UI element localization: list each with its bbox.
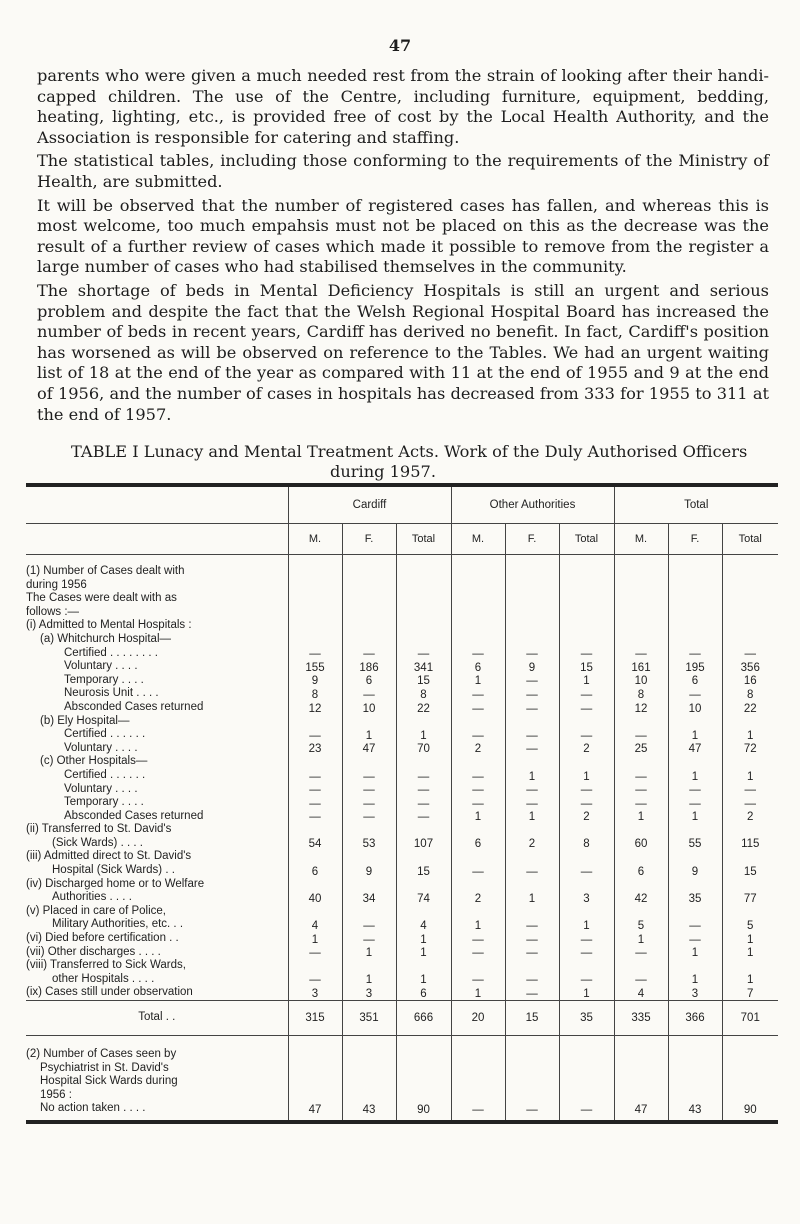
row-label-line: Psychiatrist in St. David's [40,1061,169,1074]
row-value: 40 [288,878,342,905]
paragraph-2: The statistical tables, including those conforming to the requirements of the Ministry of Health, are submitted. [37,151,769,191]
row-label-line: (ii) Transferred to St. David's [26,823,172,836]
row-value: 1 [722,932,778,946]
table-row [26,810,778,824]
row-label-line: Hospital (Sick Wards) . . [52,864,175,877]
row-label-line: Voluntary . . . . [64,741,138,754]
row-label-line: Certified . . . . . . [64,768,146,781]
row-value: 77 [722,878,778,905]
row-value: — [505,715,559,742]
row-value: 1 [505,878,559,905]
row-value: — [559,715,614,742]
row-label-line: Certified . . . . . . . . [64,646,158,659]
row-value: — [396,555,451,661]
row-label-line: (Sick Wards) . . . . [52,836,143,849]
row-value: 53 [342,823,396,850]
row-label [26,783,288,797]
row-value: 3 [342,986,396,1000]
row-label [26,810,288,824]
row-value: — [505,946,559,960]
row-value: — [505,850,559,877]
row-value: — [342,905,396,932]
row-label [26,932,288,946]
subheader-cell: Total [559,524,614,555]
row-value: — [505,796,559,810]
row-value: 1 [559,755,614,782]
row-value: — [559,687,614,701]
row-value: 1 [342,715,396,742]
row-value: 12 [288,701,342,715]
row-label-line: 1956 : [40,1088,72,1101]
row-value: — [505,687,559,701]
subheader-cell: M. [288,524,342,555]
row-value: 70 [396,742,451,756]
total-value: 701 [722,1001,778,1036]
row-value: 25 [614,742,668,756]
row-value: 74 [396,878,451,905]
row-value: — [722,555,778,661]
subheader-cell: Total [396,524,451,555]
table-row [26,660,778,674]
table-row [26,905,778,932]
table-row [26,986,778,1000]
row-value: — [288,783,342,797]
row-value: 22 [722,701,778,715]
row-value: 2 [451,742,505,756]
row-value: 22 [396,701,451,715]
row-value: 8 [396,687,451,701]
row-value: 6 [342,674,396,688]
row-label [26,1036,288,1122]
row-value: — [668,932,722,946]
row-value: 1 [668,755,722,782]
row-value: — [559,701,614,715]
row-value: — [559,959,614,986]
row-value: 10 [668,701,722,715]
row-value: 1 [722,946,778,960]
row-value: — [559,850,614,877]
total-value: 366 [668,1001,722,1036]
row-label [26,687,288,701]
total-row [26,1001,778,1036]
row-label [26,755,288,782]
row-value: 1 [288,932,342,946]
total-value: 15 [505,1001,559,1036]
row-value: — [668,687,722,701]
subheader-cell: F. [668,524,722,555]
row-label [26,823,288,850]
row-value: 1 [722,715,778,742]
row-value: 15 [396,674,451,688]
row-value: 3 [668,986,722,1000]
row-value: — [451,850,505,877]
row-label-line: Voluntary . . . . [64,782,138,795]
row-value: 9 [288,674,342,688]
row-value: 3 [559,878,614,905]
row-value: 16 [722,674,778,688]
row-value: — [288,959,342,986]
row-value: 60 [614,823,668,850]
row-value: — [722,783,778,797]
row-value: 1 [722,755,778,782]
row-value: — [396,755,451,782]
row-value: — [505,701,559,715]
page-number: 47 [388,36,412,55]
table-caption [37,442,769,482]
table-row [26,823,778,850]
row-value: 1 [396,959,451,986]
row-value: 1 [396,715,451,742]
table-row [26,755,778,782]
row-value: 1 [451,986,505,1000]
subheader-blank [26,524,288,555]
row-value: 8 [722,687,778,701]
table-row [26,715,778,742]
row-value: 9 [668,850,722,877]
total-value: 666 [396,1001,451,1036]
row-value: — [288,555,342,661]
row-label-line: Military Authorities, etc. . . [52,918,184,931]
row-value: — [288,755,342,782]
row-value: — [396,783,451,797]
row-value: 195 [668,660,722,674]
row-value: — [451,715,505,742]
row-value: 1 [451,674,505,688]
row-value: — [559,783,614,797]
row-value: 1 [451,905,505,932]
row-label [26,660,288,674]
table-row [26,959,778,986]
subheader-cell: M. [614,524,668,555]
row-label-line: The Cases were dealt with as [26,592,177,605]
row-label-line: (iv) Discharged home or to Welfare [26,877,205,890]
table-row [26,796,778,810]
row-value: 5 [614,905,668,932]
header-cardiff: Cardiff [288,485,451,524]
header-total: Total [614,485,778,524]
row-value: — [505,783,559,797]
row-value: 1 [722,959,778,986]
row-label-line: other Hospitals . . . . [52,972,155,985]
row-value: 35 [668,878,722,905]
row-value: 3 [288,986,342,1000]
row-value: — [342,555,396,661]
row-label-line: Certified . . . . . . [64,728,146,741]
table-row [26,687,778,701]
row-label-line: Absconded Cases returned [64,700,204,713]
body-text [37,66,769,428]
row-value: 1 [396,932,451,946]
row-label-line: Absconded Cases returned [64,809,204,822]
row-value: 1 [342,959,396,986]
row-value: 47 [668,742,722,756]
table-row [26,850,778,877]
row-value: 161 [614,660,668,674]
row-value: 356 [722,660,778,674]
row-label-line: follows :— [26,605,80,618]
row-value: — [505,555,559,661]
total-value: 351 [342,1001,396,1036]
total-value: 335 [614,1001,668,1036]
row-value: 43 [342,1036,396,1122]
row-value: — [559,932,614,946]
row-value: — [614,946,668,960]
row-label-line: (vi) Died before certification . . [26,932,179,945]
row-value: 1 [505,810,559,824]
row-value: — [722,796,778,810]
row-value: — [559,946,614,960]
row-value: — [342,810,396,824]
subheader-cell: Total [722,524,778,555]
subheader-cell: F. [505,524,559,555]
total-value: 315 [288,1001,342,1036]
row-value: — [614,959,668,986]
row-value: 1 [668,810,722,824]
row-value: — [505,905,559,932]
table-row [26,783,778,797]
row-value: 12 [614,701,668,715]
row-value: 1 [559,986,614,1000]
table-row [26,555,778,661]
row-value: 2 [559,742,614,756]
row-value: 1 [396,946,451,960]
row-value: 15 [559,660,614,674]
total-label: Total . . [26,1001,288,1036]
row-value: — [614,555,668,661]
row-value: 6 [451,660,505,674]
row-value: 9 [342,850,396,877]
header-other-authorities: Other Authorities [451,485,614,524]
row-label [26,742,288,756]
row-value: 107 [396,823,451,850]
row-value: 115 [722,823,778,850]
row-value: 4 [614,986,668,1000]
row-label [26,674,288,688]
paragraph-1: parents who were given a much needed rest from the strain of looking after their handi-capped children. The use of the Centre, including furniture, equipment, bedding, heating, lighting, etc., is provided free of cost by the Local Health Authority, and the Association is responsible for catering and staffing. [37,66,769,147]
row-label-line: Hospital Sick Wards during [40,1075,178,1088]
table-caption-line1: TABLE I Lunacy and Mental Treatment Acts. Work of the Duly Authorised Officers [71,442,748,461]
row-value: 2 [722,810,778,824]
header-blank [26,485,288,524]
row-label [26,986,288,1000]
row-value: 7 [722,986,778,1000]
table-row [26,946,778,960]
row-value: — [559,1036,614,1122]
row-value: — [505,1036,559,1122]
row-value: 55 [668,823,722,850]
row-value: — [451,946,505,960]
paragraph-4: The shortage of beds in Mental Deficiency Hospitals is still an urgent and serious problem and despite the fact that the Welsh Regional Hospital Board has increased the number of beds in recent years, Cardiff has derived no benefit. In fact, Cardiff's position has worsened as will be observed on reference to the Tables. We had an urgent waiting list of 18 at the end of the year as compared with 11 at the end of 1955 and 9 at the end of 1956, and the number of cases in hospitals has decreased from 333 for 1955 to 311 at the end of 1957. [37,280,769,424]
row-value: 1 [614,932,668,946]
table-row [26,701,778,715]
row-value: — [451,1036,505,1122]
row-label [26,701,288,715]
row-value: — [559,796,614,810]
row-label [26,796,288,810]
row-value: — [668,555,722,661]
row-value: — [451,555,505,661]
row-value: 5 [722,905,778,932]
row-value: 155 [288,660,342,674]
table-row [26,674,778,688]
row-value: — [559,555,614,661]
row-label [26,959,288,986]
row-value: — [396,796,451,810]
row-value: 1 [668,946,722,960]
row-label [26,878,288,905]
row-value: 4 [396,905,451,932]
row-value: — [668,905,722,932]
row-label-line: Temporary . . . . [64,796,144,809]
row-label-line: No action taken . . . . [40,1102,146,1115]
row-value: 6 [396,986,451,1000]
row-value: 90 [722,1036,778,1122]
row-value: — [505,986,559,1000]
row-value: — [614,783,668,797]
row-label-line: Neurosis Unit . . . . [64,687,159,700]
row-value: — [668,796,722,810]
row-label-line: (iii) Admitted direct to St. David's [26,850,192,863]
row-value: — [451,687,505,701]
row-value: 1 [614,810,668,824]
paragraph-3: It will be observed that the number of registered cases has fallen, and whereas this is most welcome, too much empahsis must not be placed on this as the decrease was the result of a further review of cases which made it possible to remove from the register a large number of cases who had stabilised themselves in the community. [37,195,769,277]
row-label-line: (b) Ely Hospital— [40,714,130,727]
row-value: 72 [722,742,778,756]
row-value: 43 [668,1036,722,1122]
row-value: — [342,687,396,701]
row-value: 6 [288,850,342,877]
duly-authorised-officers-table [26,483,778,1124]
row-value: 54 [288,823,342,850]
row-value: 10 [342,701,396,715]
row-value: 34 [342,878,396,905]
row-value: 6 [614,850,668,877]
total-value: 20 [451,1001,505,1036]
row-label [26,850,288,877]
row-value: 8 [288,687,342,701]
subheader-cell: M. [451,524,505,555]
row-label-line: (viii) Transferred to Sick Wards, [26,959,186,972]
row-value: — [451,959,505,986]
row-value: 8 [559,823,614,850]
row-value: — [451,755,505,782]
row-value: — [288,946,342,960]
row-value: 1 [559,905,614,932]
subheader-cell: F. [342,524,396,555]
row-value: 4 [288,905,342,932]
row-value: 9 [505,660,559,674]
row-value: — [288,796,342,810]
row-value: 2 [559,810,614,824]
row-value: 42 [614,878,668,905]
row-value: 6 [451,823,505,850]
row-label-line: Voluntary . . . . [64,660,138,673]
total-value: 35 [559,1001,614,1036]
row-value: 1 [342,946,396,960]
row-value: 90 [396,1036,451,1122]
row-value: 47 [288,1036,342,1122]
row-value: 47 [342,742,396,756]
row-label [26,905,288,932]
row-value: 15 [396,850,451,877]
table-row [26,932,778,946]
row-value: — [288,810,342,824]
row-value: 186 [342,660,396,674]
row-value: 47 [614,1036,668,1122]
row-value: — [614,715,668,742]
row-value: 23 [288,742,342,756]
row-value: — [614,796,668,810]
row-label-line: (vii) Other discharges . . . . [26,945,161,958]
row-value: — [342,796,396,810]
row-value: 2 [451,878,505,905]
row-value: — [505,932,559,946]
row-value: — [668,783,722,797]
row-value: — [451,796,505,810]
row-value: 10 [614,674,668,688]
row-label-line: (a) Whitchurch Hospital— [40,632,172,645]
row-value: — [451,932,505,946]
row-value: — [505,674,559,688]
table-row [26,878,778,905]
row-label-line: (1) Number of Cases dealt with [26,565,185,577]
row-value: — [451,701,505,715]
row-value: 15 [722,850,778,877]
row-label-line: (i) Admitted to Mental Hospitals : [26,619,192,632]
row-value: 2 [505,823,559,850]
row-value: — [342,932,396,946]
row-label [26,946,288,960]
row-value: — [396,810,451,824]
row-value: — [451,783,505,797]
row-value: — [505,959,559,986]
row-label-line: Authorities . . . . [52,891,132,904]
row-value: — [505,742,559,756]
table-row [26,742,778,756]
row-label [26,715,288,742]
row-value: — [288,715,342,742]
row-value: 1 [668,715,722,742]
table-caption-line2: during 1957. [330,462,436,481]
row-value: — [614,755,668,782]
table-row [26,1036,778,1122]
row-value: — [342,755,396,782]
row-label-line: during 1956 [26,578,87,591]
row-value: 1 [559,674,614,688]
row-label-line: (ix) Cases still under observation [26,986,193,999]
row-label-line: (c) Other Hospitals— [40,755,148,768]
row-label-line: (v) Placed in care of Police, [26,904,166,917]
row-value: — [342,783,396,797]
row-value: 6 [668,674,722,688]
row-label [26,555,288,661]
row-label-line: (2) Number of Cases seen by [26,1048,177,1060]
row-value: 1 [668,959,722,986]
row-value: 8 [614,687,668,701]
row-value: 1 [451,810,505,824]
row-value: 341 [396,660,451,674]
row-value: 1 [505,755,559,782]
row-label-line: Temporary . . . . [64,673,144,686]
